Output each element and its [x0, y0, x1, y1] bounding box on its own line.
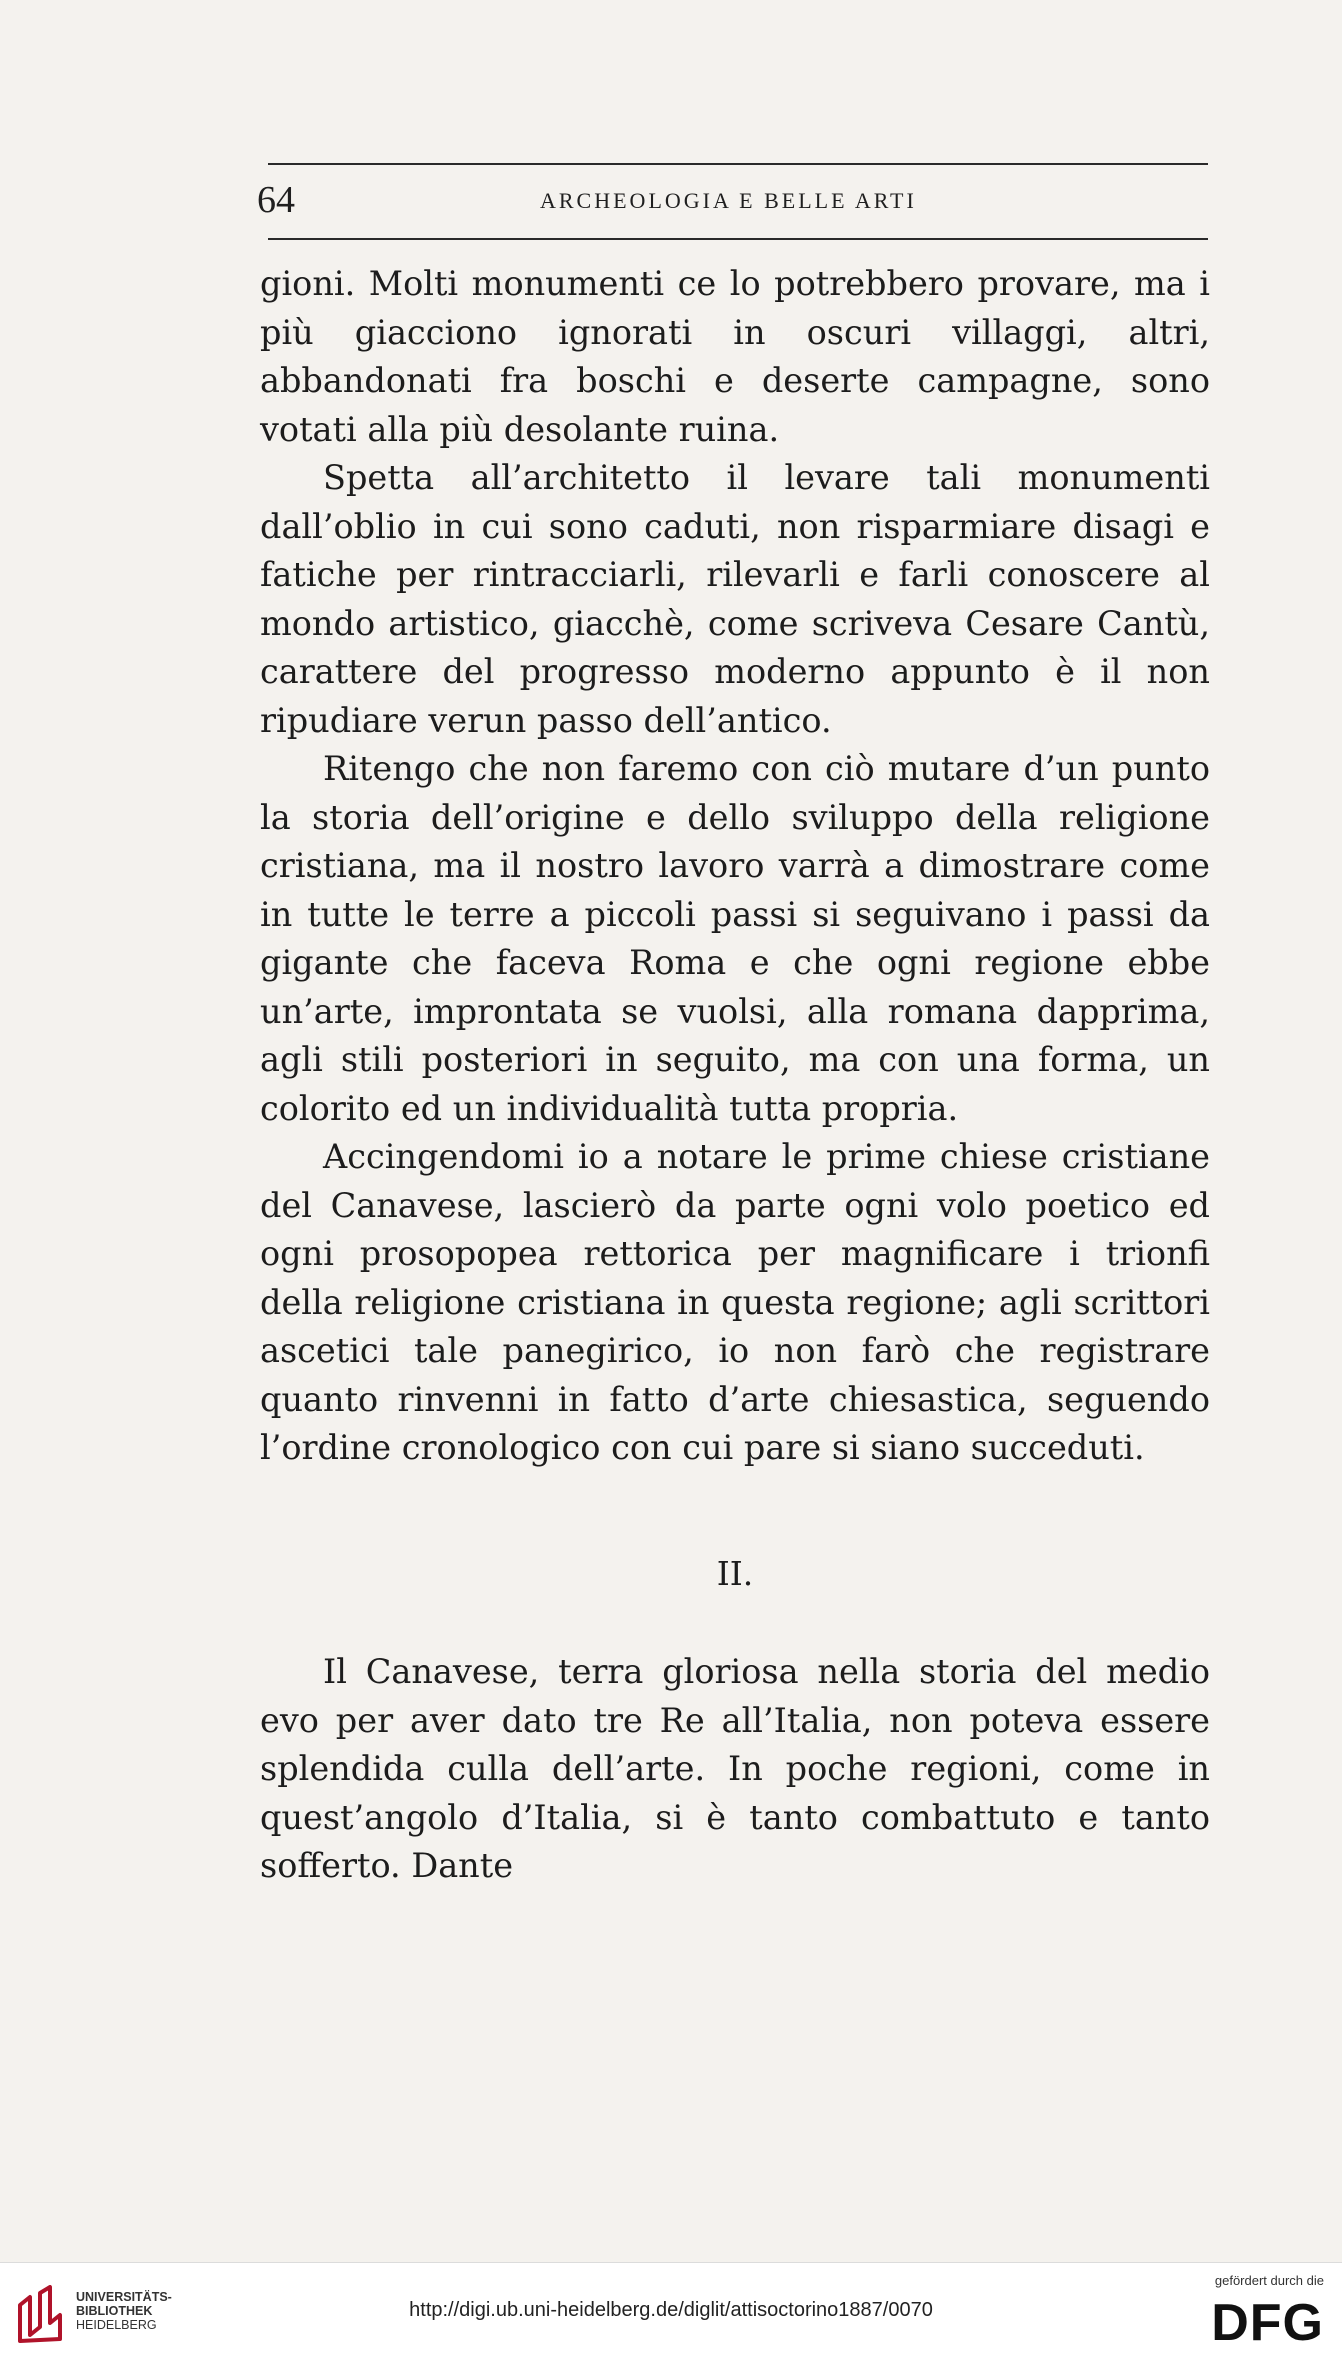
library-name-line: HEIDELBERG [76, 2318, 157, 2332]
paragraph-continuation: gioni. Molti monumenti ce lo potrebbero provare, ma i più giacciono ignorati in oscuri villaggi, altri, abbandonati fra boschi e deserte campagne, sono votati alla più desolante ruina. [260, 264, 1210, 449]
viewer-footer [0, 2262, 1342, 2362]
page-number: 64 [257, 179, 295, 221]
body-text [260, 260, 1210, 1473]
header-rule-top [268, 163, 1208, 165]
permalink-url[interactable]: http://digi.ub.uni-heidelberg.de/diglit/attisoctorino1887/0070 [409, 2299, 933, 2321]
paragraph: Spetta all’architetto il levare tali monumenti dall’oblio in cui sono caduti, non risparmiare disagi e fatiche per rintracciarli, rilevarli e farli conoscere al mondo artistico, giacchè, come scriveva Cesare Cantù, carattere del progresso moderno appunto è il non ripudiare verun passo dell’antico. [260, 458, 1210, 740]
library-name-line: BIBLIOTHEK [76, 2304, 153, 2318]
section-body-text [260, 1648, 1210, 1891]
running-head: ARCHEOLOGIA E BELLE ARTI [540, 188, 917, 213]
paragraph: Il Canavese, terra gloriosa nella storia del medio evo per aver dato tre Re all’Italia, non poteva essere splendida culla dell’arte. In poche regioni, come in quest’angolo d’Italia, si è tanto combattuto e tanto sofferto. Dante [260, 1652, 1210, 1885]
library-name-line: UNIVERSITÄTS- [76, 2290, 172, 2304]
section-heading: II. [716, 1554, 754, 1593]
dfg-logo: DFG [1211, 2294, 1324, 2352]
paragraph: Ritengo che non faremo con ciò mutare d’un punto la storia dell’origine e dello sviluppo della religione cristiana, ma il nostro lavoro varrà a dimostrare come in tutte le terre a piccoli passi si seguivano i passi da gigante che faceva Roma e che ogni regione ebbe un’arte, improntata se vuolsi, alla romana dapprima, agli stili posteriori in seguito, ma con una forma, un colorito ed un individualità tutta propria. [260, 749, 1210, 1128]
paragraph: Accingendomi io a notare le prime chiese cristiane del Canavese, lascierò da parte ogni volo poetico ed ogni prosopopea rettorica per magnificare i trionfi della religione cristiana in questa regione; agli scrittori ascetici tale panegirico, io non farò che registrare quanto rinvenni in fatto d’arte chiesastica, seguendo l’ordine cronologico con cui pare si siano succeduti. [260, 1137, 1210, 1467]
header-rule-bottom [268, 238, 1208, 240]
funding-note: gefördert durch die [1214, 2273, 1324, 2288]
